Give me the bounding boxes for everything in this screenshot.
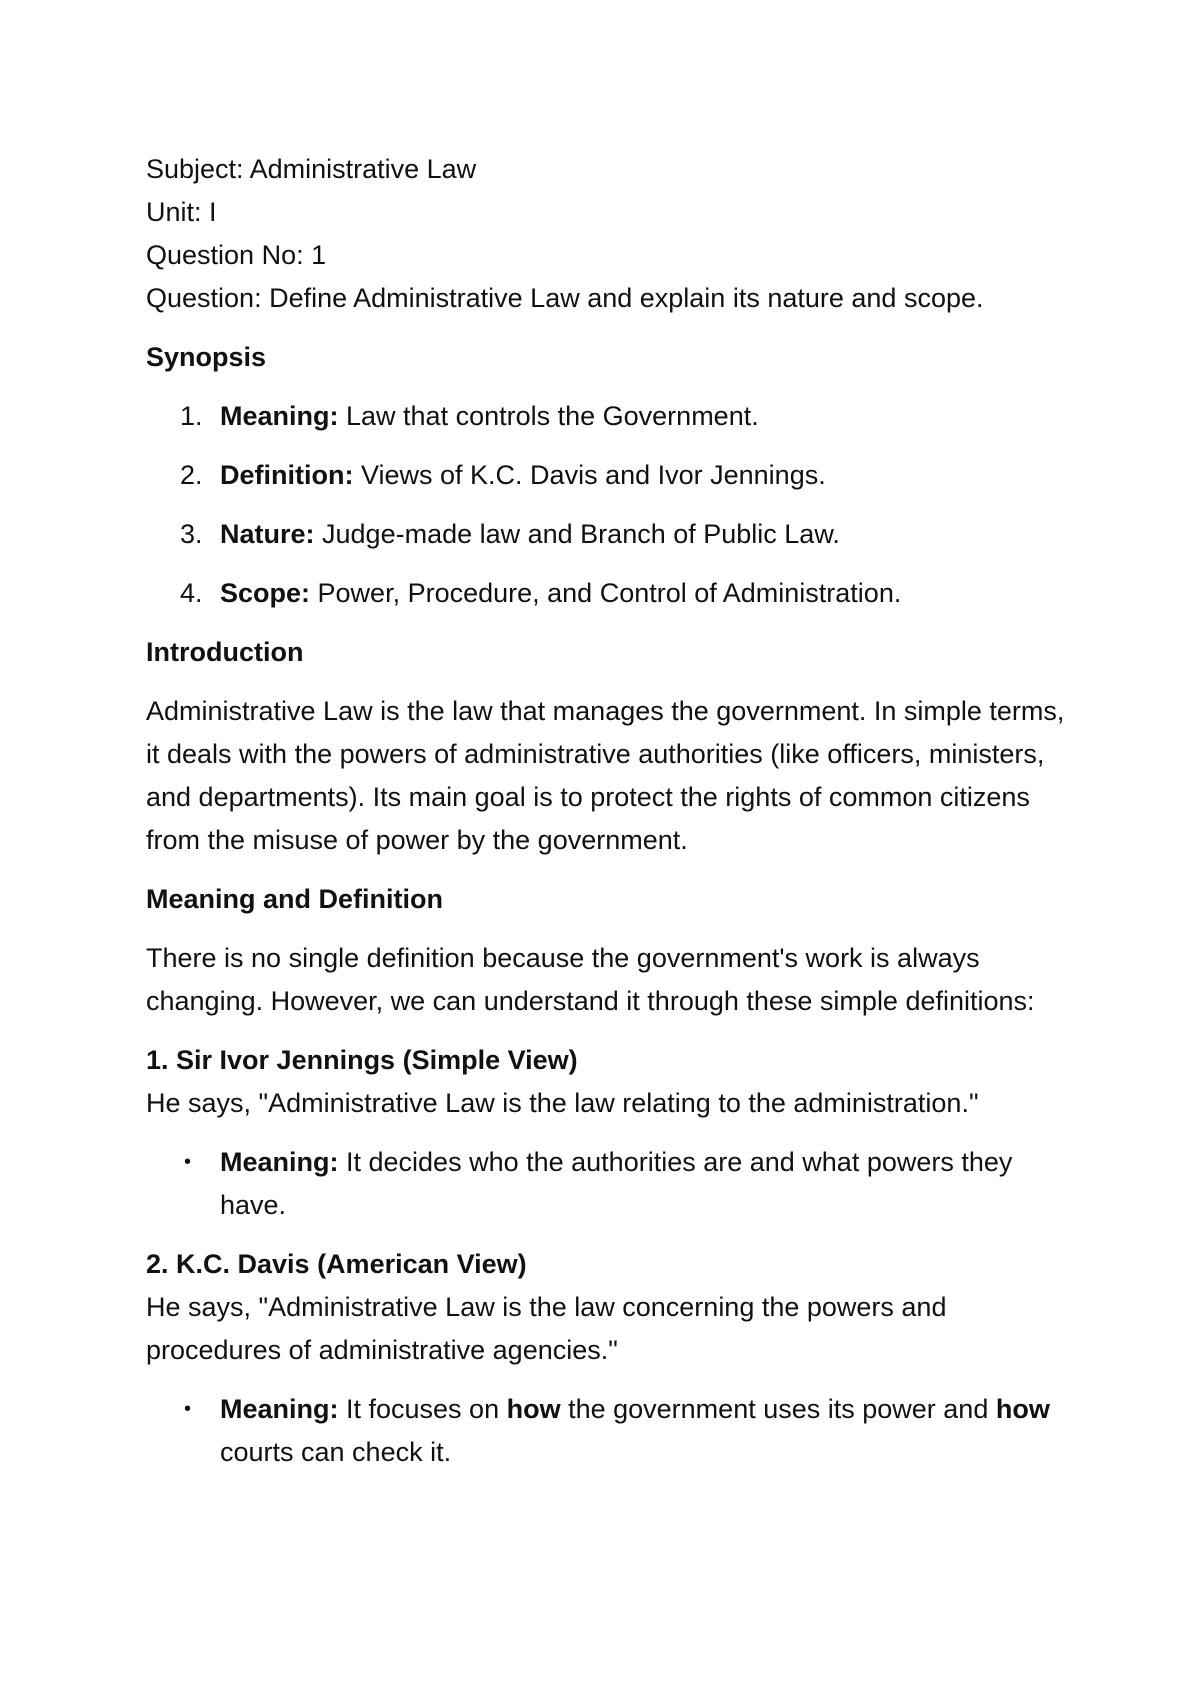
bullet-text: It decides who the authorities are and what powers they have. xyxy=(220,1147,1013,1220)
list-item xyxy=(146,1388,1066,1474)
emphasis-text: how xyxy=(506,1394,561,1424)
synopsis-item xyxy=(146,395,1066,438)
list-number: 1. xyxy=(180,401,203,431)
bullet-icon: • xyxy=(184,1398,192,1420)
introduction-heading: Introduction xyxy=(146,637,304,667)
list-number: 3. xyxy=(180,519,203,549)
davis-quote: He says, "Administrative Law is the law concerning the powers and procedures of administrative agencies." xyxy=(146,1292,947,1365)
davis-heading: 2. K.C. Davis (American View) xyxy=(146,1249,527,1279)
unit-line: Unit: I xyxy=(146,197,217,227)
subject-line: Subject: Administrative Law xyxy=(146,154,477,184)
bullet-text: the government uses its power and xyxy=(560,1394,996,1424)
bullet-label: Meaning: xyxy=(220,1394,339,1424)
emphasis-text: how xyxy=(995,1394,1050,1424)
synopsis-heading: Synopsis xyxy=(146,342,267,372)
synopsis-item-text: Law that controls the Government. xyxy=(338,401,759,431)
synopsis-item-label: Meaning: xyxy=(220,401,339,431)
bullet-label: Meaning: xyxy=(220,1147,339,1177)
jennings-heading: 1. Sir Ivor Jennings (Simple View) xyxy=(146,1045,578,1075)
synopsis-item xyxy=(146,572,1066,615)
jennings-quote: He says, "Administrative Law is the law relating to the administration." xyxy=(146,1088,979,1118)
synopsis-item-text: Views of K.C. Davis and Ivor Jennings. xyxy=(353,460,826,490)
question-number-line: Question No: 1 xyxy=(146,240,327,270)
meaning-definition-paragraph: There is no single definition because the government's work is always changing. However, we can understand it through these simple definitions: xyxy=(146,943,1035,1016)
synopsis-item-label: Nature: xyxy=(220,519,315,549)
question-line: Question: Define Administrative Law and explain its nature and scope. xyxy=(146,283,984,313)
jennings-bullets xyxy=(146,1141,1066,1227)
document-page xyxy=(146,148,1066,1474)
list-item xyxy=(146,1141,1066,1227)
synopsis-item-text: Power, Procedure, and Control of Administration. xyxy=(310,578,902,608)
bullet-text: It focuses on xyxy=(338,1394,507,1424)
synopsis-item-label: Definition: xyxy=(220,460,354,490)
synopsis-item xyxy=(146,513,1066,556)
synopsis-item-text: Judge-made law and Branch of Public Law. xyxy=(314,519,840,549)
synopsis-item-label: Scope: xyxy=(220,578,311,608)
list-number: 2. xyxy=(180,460,203,490)
davis-bullets xyxy=(146,1388,1066,1474)
introduction-paragraph: Administrative Law is the law that manages the government. In simple terms, it deals with the powers of administrative authorities (like officers, ministers, and departments). Its main goal is to protect the rights of common citizens from the misuse of power by the government. xyxy=(146,696,1065,855)
bullet-icon: • xyxy=(184,1151,192,1173)
synopsis-item xyxy=(146,454,1066,497)
bullet-text: courts can check it. xyxy=(220,1437,452,1467)
meaning-definition-heading: Meaning and Definition xyxy=(146,884,443,914)
synopsis-list xyxy=(146,395,1066,615)
list-number: 4. xyxy=(180,578,203,608)
